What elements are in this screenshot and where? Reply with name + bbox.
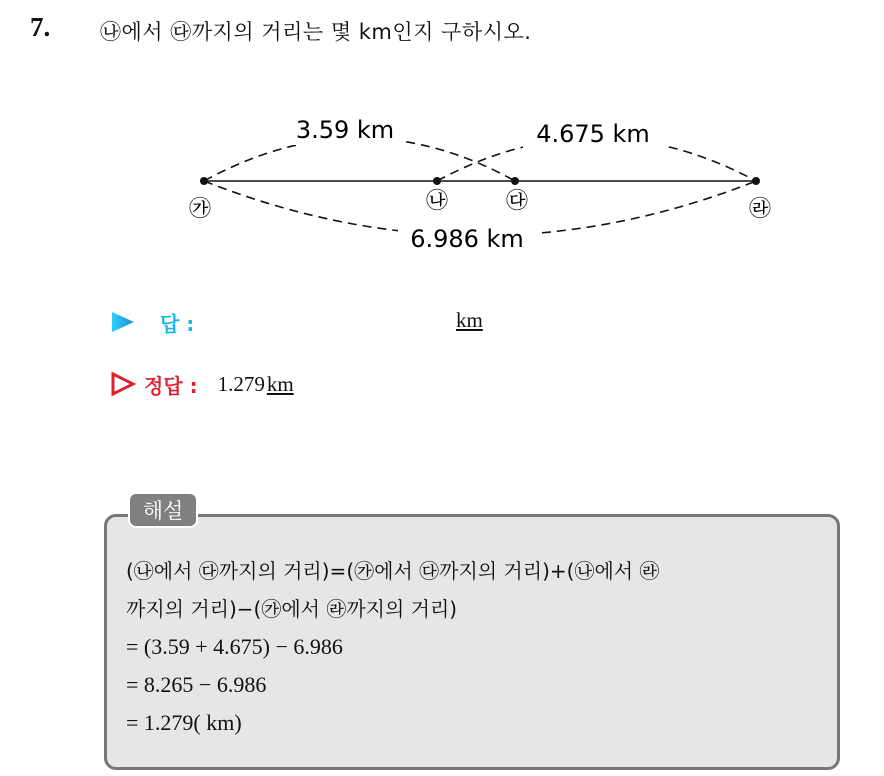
point-ra-dot [752, 177, 760, 185]
explanation-line: (㉯에서 ㉰까지의 거리)=(㉮에서 ㉰까지의 거리)+(㉯에서 ㉱ [126, 559, 660, 583]
explanation-line: = (3.59 + 4.675) − 6.986 [126, 634, 343, 659]
correct-answer-label: 정답 : [144, 373, 198, 398]
answer-label: 답 : [160, 311, 195, 336]
point-na-label: ㉯ [425, 189, 449, 214]
label-ga-da: 3.59 km [295, 116, 395, 144]
play-triangle-icon [110, 309, 136, 335]
answer-row [110, 306, 194, 338]
outline-triangle-icon [110, 371, 136, 397]
point-ra-label: ㉱ [748, 197, 772, 222]
correct-answer-unit: km [266, 371, 294, 396]
explanation-tab: 해설 [128, 492, 198, 528]
label-ga-ra: 6.986 km [410, 225, 524, 253]
explanation-line: = 8.265 − 6.986 [126, 672, 267, 697]
question-text: ㉯에서 ㉰까지의 거리는 몇 km인지 구하시오. [100, 20, 532, 44]
explanation-line: = 1.279( km) [126, 710, 242, 735]
correct-answer-value: 1.279 [217, 371, 265, 396]
answer-unit: km [456, 308, 483, 332]
correct-answer-row [110, 368, 294, 400]
point-na-dot [433, 177, 441, 185]
label-na-ra: 4.675 km [536, 120, 650, 148]
point-da-label: ㉰ [505, 189, 529, 214]
explanation-line: 까지의 거리)−(㉮에서 ㉱까지의 거리) [126, 597, 458, 621]
question-number: 7. [30, 12, 51, 42]
point-ga-label: ㉮ [188, 197, 212, 222]
explanation-text [126, 552, 836, 742]
point-ga-dot [200, 177, 208, 185]
distance-diagram [0, 0, 884, 290]
point-da-dot [511, 177, 519, 185]
